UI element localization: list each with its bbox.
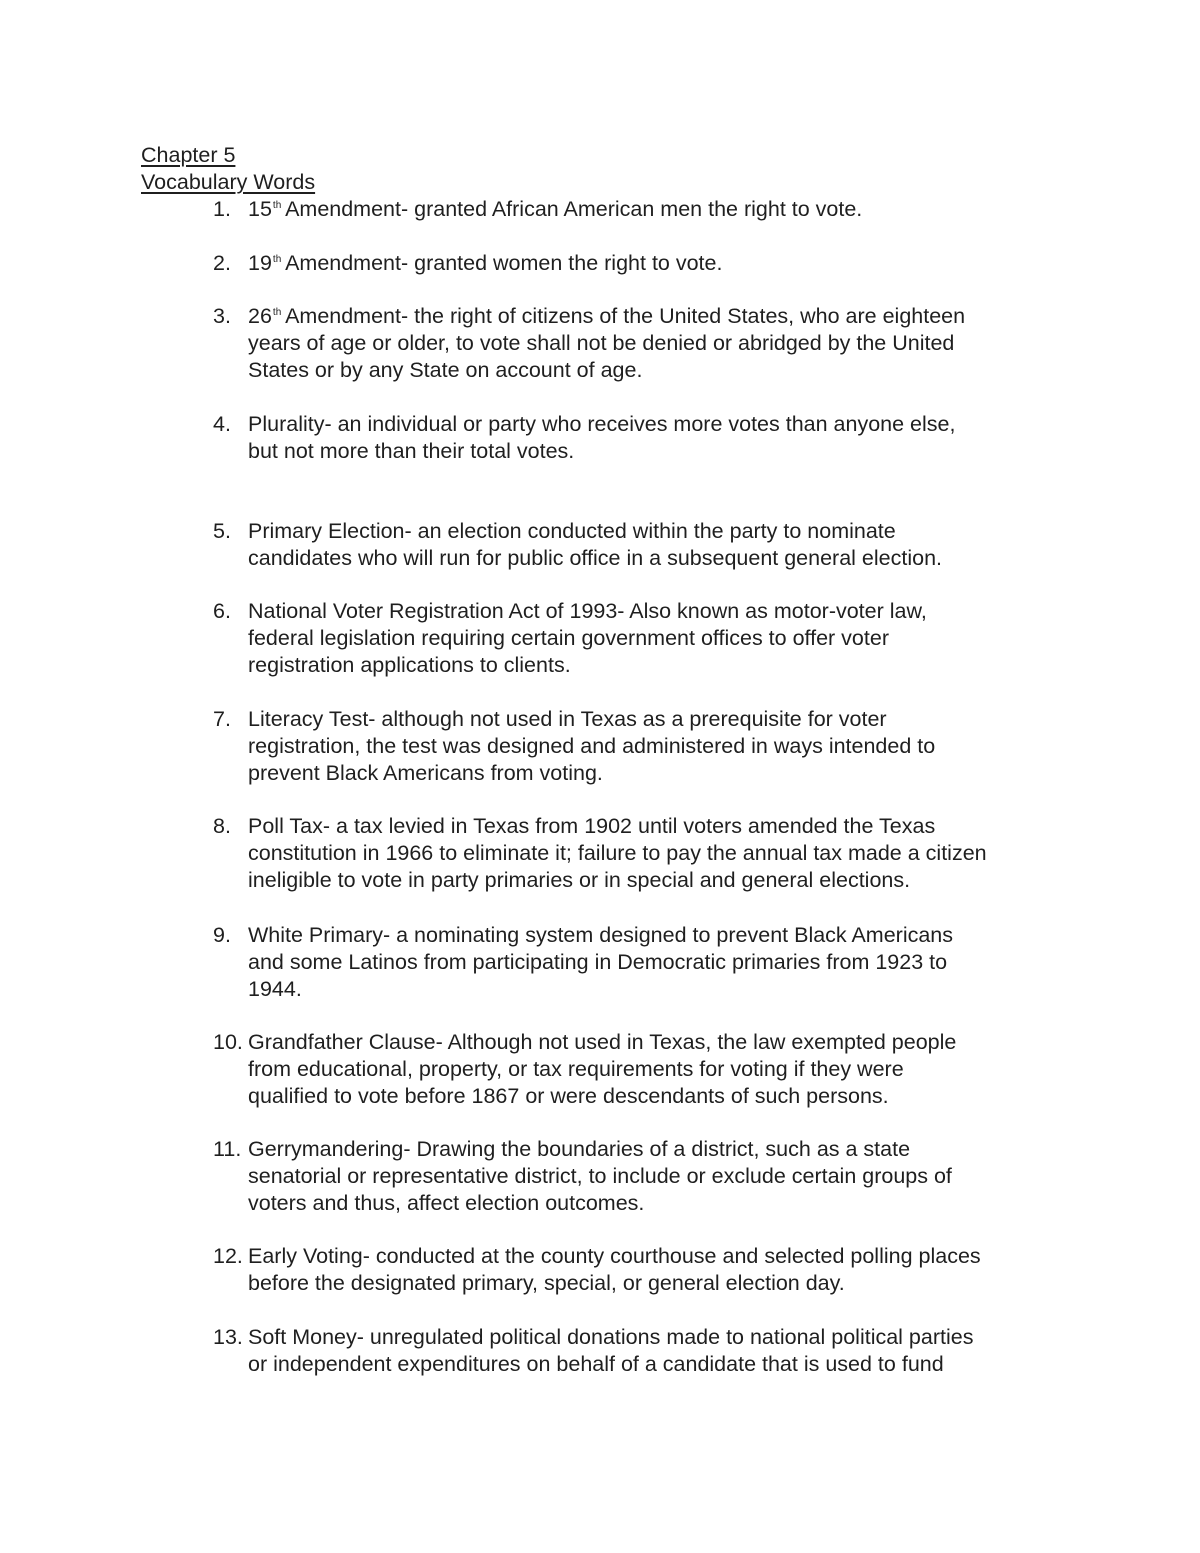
item-text	[248, 706, 1068, 787]
item-text	[248, 411, 1068, 465]
item-number: 5.	[213, 519, 231, 543]
text-line	[248, 250, 1068, 277]
text-line: White Primary- a nominating system designed to prevent Black Americans	[248, 923, 954, 947]
item-number: 11.	[213, 1137, 242, 1161]
item-number: 13.	[213, 1325, 243, 1349]
ordinal-suffix: th	[272, 307, 282, 318]
line-content: Amendment- the right of citizens of the United States, who are eighteen	[285, 304, 966, 328]
text-line: voters and thus, affect election outcomes.	[248, 1191, 645, 1215]
text-line: National Voter Registration Act of 1993- Also known as motor-voter law,	[248, 599, 927, 623]
item-number: 2.	[213, 251, 231, 275]
text-line: Poll Tax- a tax levied in Texas from 1902 until voters amended the Texas	[248, 814, 936, 838]
text-line: federal legislation requiring certain government offices to offer voter	[248, 626, 889, 650]
item-text	[248, 303, 1068, 384]
chapter-title: Chapter 5	[141, 143, 236, 167]
item-number: 8.	[213, 814, 231, 838]
text-line: Literacy Test- although not used in Texas as a prerequisite for voter	[248, 707, 887, 731]
text-line: but not more than their total votes.	[248, 439, 575, 463]
item-number: 3.	[213, 304, 231, 328]
item-text	[248, 518, 1068, 572]
item-text	[248, 1136, 1068, 1217]
item-text	[248, 813, 1068, 894]
ordinal-suffix: th	[272, 200, 282, 211]
item-number: 9.	[213, 923, 231, 947]
item-text	[248, 598, 1068, 679]
text-line: qualified to vote before 1867 or were descendants of such persons.	[248, 1084, 889, 1108]
text-line: from educational, property, or tax requirements for voting if they were	[248, 1057, 904, 1081]
text-line: candidates who will run for public office in a subsequent general election.	[248, 546, 943, 570]
text-line: before the designated primary, special, or general election day.	[248, 1271, 845, 1295]
item-number: 1.	[213, 197, 231, 221]
item-text	[248, 1243, 1068, 1297]
text-line: or independent expenditures on behalf of a candidate that is used to fund	[248, 1352, 944, 1376]
item-text	[248, 250, 1068, 277]
text-line: and some Latinos from participating in Democratic primaries from 1923 to	[248, 950, 948, 974]
text-line: senatorial or representative district, to include or exclude certain groups of	[248, 1164, 952, 1188]
text-line: Grandfather Clause- Although not used in Texas, the law exempted people	[248, 1030, 957, 1054]
item-number: 10.	[213, 1030, 243, 1054]
line-content: Amendment- granted African American men the right to vote.	[285, 197, 863, 221]
section-title: Vocabulary Words	[141, 170, 316, 194]
text-line: registration, the test was designed and administered in ways intended to	[248, 734, 936, 758]
text-line: Primary Election- an election conducted within the party to nominate	[248, 519, 896, 543]
item-number: 7.	[213, 707, 231, 731]
ordinal-number: 15	[248, 197, 272, 221]
text-line: constitution in 1966 to eliminate it; failure to pay the annual tax made a citizen	[248, 841, 987, 865]
text-line	[248, 196, 1068, 223]
text-line: Gerrymandering- Drawing the boundaries of a district, such as a state	[248, 1137, 911, 1161]
item-text	[248, 1029, 1068, 1110]
text-line: prevent Black Americans from voting.	[248, 761, 603, 785]
item-text	[248, 196, 1068, 223]
text-line: Early Voting- conducted at the county courthouse and selected polling places	[248, 1244, 981, 1268]
text-line: registration applications to clients.	[248, 653, 571, 677]
text-line: Plurality- an individual or party who receives more votes than anyone else,	[248, 412, 956, 436]
line-content: Amendment- granted women the right to vote.	[285, 251, 723, 275]
text-line: years of age or older, to vote shall not be denied or abridged by the United	[248, 331, 955, 355]
item-number: 6.	[213, 599, 231, 623]
text-line: Soft Money- unregulated political donations made to national political parties	[248, 1325, 974, 1349]
ordinal-number: 26	[248, 304, 272, 328]
ordinal-number: 19	[248, 251, 272, 275]
text-line: ineligible to vote in party primaries or in special and general elections.	[248, 868, 911, 892]
item-number: 4.	[213, 412, 231, 436]
text-line	[248, 303, 1068, 330]
text-line: States or by any State on account of age.	[248, 358, 643, 382]
text-line: 1944.	[248, 977, 302, 1001]
item-text	[248, 922, 1068, 1003]
item-text	[248, 1324, 1068, 1378]
item-number: 12.	[213, 1244, 243, 1268]
ordinal-suffix: th	[272, 254, 282, 265]
